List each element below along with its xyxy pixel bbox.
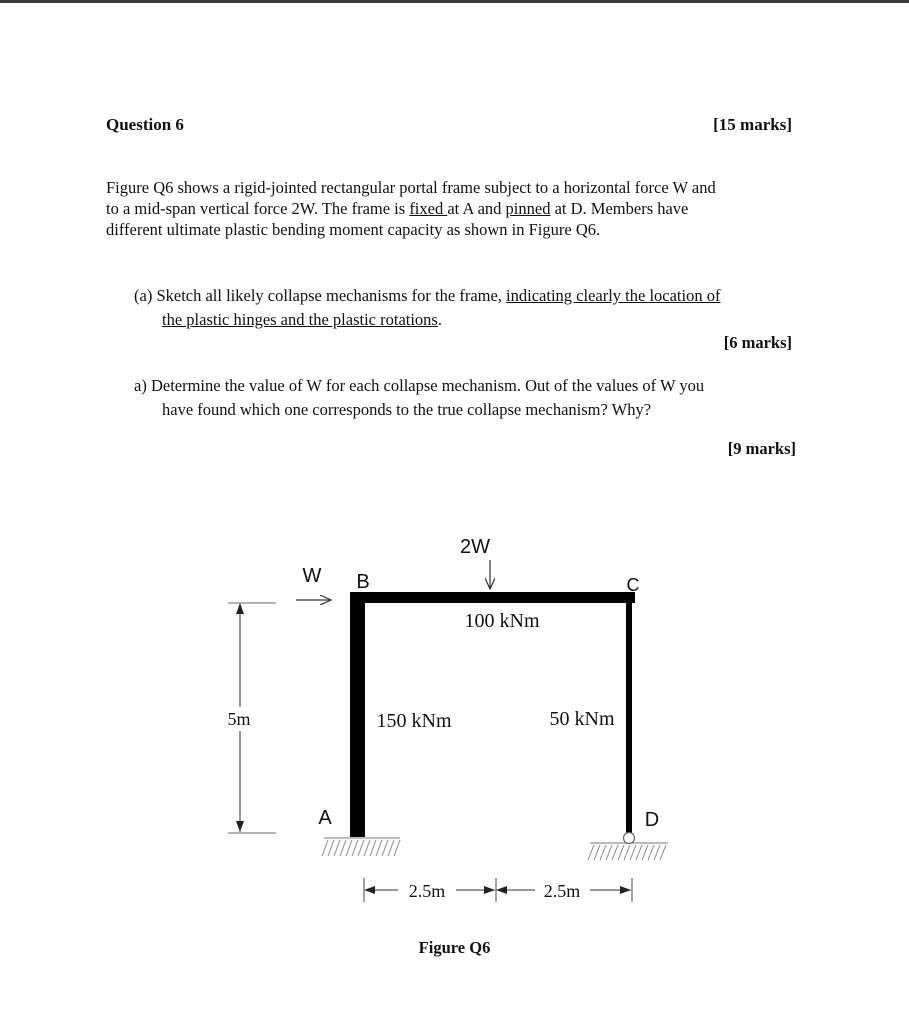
node-c-label: C <box>626 575 640 595</box>
beam-bc <box>350 592 635 603</box>
part-a-underlined-1: indicating clearly the location of <box>506 286 721 305</box>
intro-text-2a: to a mid-span vertical force 2W. The frame is <box>106 199 410 218</box>
fixed-support-a <box>322 838 400 856</box>
question-title: Question 6 <box>106 115 184 134</box>
span-left-label: 2.5m <box>408 881 446 901</box>
pinned-support-d <box>588 833 668 861</box>
part-a-label: (a) <box>134 286 157 305</box>
question-total-marks: [15 marks] <box>713 115 792 134</box>
part-b-label: a) <box>134 376 151 395</box>
height-dimension-label: 5m <box>227 709 251 729</box>
part-b-text-1: Determine the value of W for each collapse mechanism. Out of the values of W you <box>150 376 705 395</box>
left-column-ab <box>350 592 365 837</box>
intro-line-1: Figure Q6 shows a rigid-jointed rectangular portal frame subject to a horizontal force W and <box>106 178 716 197</box>
right-column-cd <box>626 592 632 837</box>
pinned-word: pinned <box>505 199 551 218</box>
intro-text-2b: at A and <box>447 199 506 218</box>
part-a-period: . <box>437 310 442 329</box>
part-b-marks: [9 marks] <box>727 439 796 458</box>
horizontal-load-label: W <box>302 565 322 587</box>
right-column-capacity-label: 50 kNm <box>549 708 615 730</box>
left-column-capacity-label: 150 kNm <box>376 710 452 732</box>
fixed-word: fixed <box>409 199 448 218</box>
vertical-load-label: 2W <box>460 536 490 558</box>
beam-capacity-label: 100 kNm <box>464 610 540 632</box>
span-dimensions <box>364 878 632 902</box>
node-b-label: B <box>356 571 370 593</box>
figure-caption: Figure Q6 <box>418 938 491 957</box>
part-a-marks: [6 marks] <box>723 333 792 352</box>
part-a-underlined-2: the plastic hinges and the plastic rotations <box>162 310 438 329</box>
node-a-label: A <box>318 807 332 829</box>
part-b-line-2: have found which one corresponds to the true collapse mechanism? Why? <box>162 400 652 419</box>
intro-line-3: different ultimate plastic bending moment capacity as shown in Figure Q6. <box>106 220 601 239</box>
intro-text-2c: at D. Members have <box>550 199 689 218</box>
node-d-label: D <box>644 809 660 831</box>
pin-circle <box>624 833 635 844</box>
part-a-text: Sketch all likely collapse mechanisms for the frame, <box>156 286 507 305</box>
span-right-label: 2.5m <box>543 881 581 901</box>
